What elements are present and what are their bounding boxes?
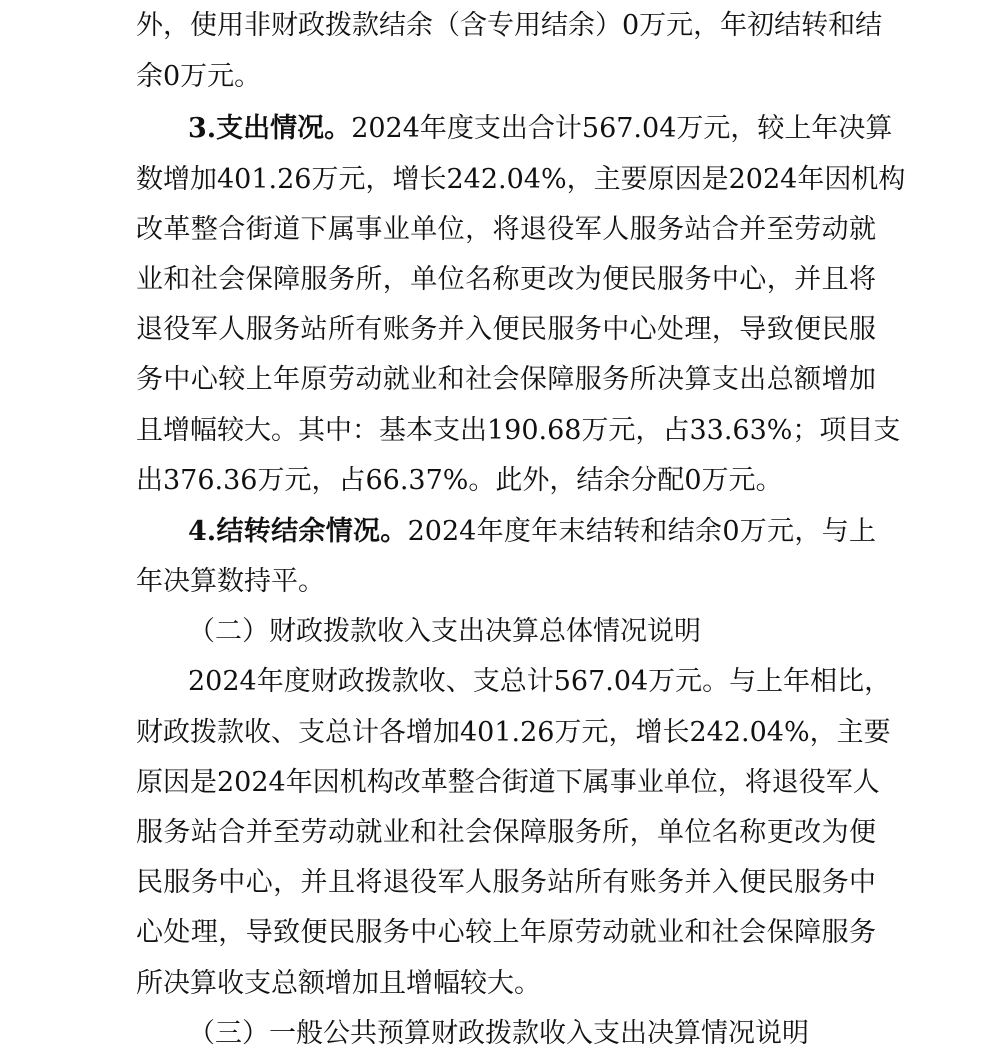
paragraph-line <box>136 162 906 198</box>
line-text: 数增加401.26万元，增长242.04%，主要原因是2024年因机构 <box>136 164 906 195</box>
paragraph-line <box>136 865 876 901</box>
line-text: 改革整合街道下属事业单位，将退役军人服务站合并至劳动就 <box>136 214 876 245</box>
line-text: 财政拨款收、支总计各增加401.26万元，增长242.04%，主要 <box>136 717 891 748</box>
paragraph-line <box>136 362 876 398</box>
paragraph-line <box>136 59 876 95</box>
paragraph-line <box>136 262 876 298</box>
paragraph-line <box>136 564 876 600</box>
section-heading-line <box>188 111 893 147</box>
line-text: 服务站合并至劳动就业和社会保障服务所，单位名称更改为便 <box>136 817 876 848</box>
section-heading: 4.结转结余情况。 <box>188 516 408 547</box>
paragraph-line <box>136 463 876 499</box>
line-text: 2024年度支出合计567.04万元，较上年决算 <box>351 113 893 144</box>
line-text: （三）一般公共预算财政拨款收入支出决算情况说明 <box>188 1018 809 1049</box>
line-text: 出376.36万元，占66.37%。此外，结余分配0万元。 <box>136 465 783 496</box>
paragraph-line <box>136 212 876 248</box>
line-text: 年决算数持平。 <box>136 566 325 597</box>
line-text: 余0万元。 <box>136 61 262 92</box>
line-text: 所决算收支总额增加且增幅较大。 <box>136 968 541 999</box>
paragraph-line <box>136 915 876 951</box>
line-text: 心处理，导致便民服务中心较上年原劳动就业和社会保障服务 <box>136 917 876 948</box>
line-text: 业和社会保障服务所，单位名称更改为便民服务中心，并且将 <box>136 264 876 295</box>
paragraph-line <box>136 312 876 348</box>
line-text: 2024年度年末结转和结余0万元，与上 <box>407 516 877 547</box>
paragraph-line <box>188 664 892 700</box>
paragraph-line <box>136 815 876 851</box>
paragraph-line <box>136 413 901 449</box>
subsection-heading <box>188 1016 876 1052</box>
section-heading-line <box>188 514 876 550</box>
subsection-heading <box>188 614 876 650</box>
line-text: 民服务中心，并且将退役军人服务站所有账务并入便民服务中 <box>136 867 876 898</box>
line-text: 原因是2024年因机构改革整合街道下属事业单位，将退役军人 <box>136 767 880 798</box>
paragraph-line <box>136 8 883 44</box>
paragraph-line <box>136 765 880 801</box>
section-heading: 3.支出情况。 <box>188 113 352 144</box>
line-text: 2024年度财政拨款收、支总计567.04万元。与上年相比， <box>188 666 892 697</box>
line-text: 务中心较上年原劳动就业和社会保障服务所决算支出总额增加 <box>136 364 876 395</box>
line-text: 且增幅较大。其中：基本支出190.68万元，占33.63%；项目支 <box>136 415 901 446</box>
line-text: （二）财政拨款收入支出决算总体情况说明 <box>188 616 701 647</box>
line-text: 退役军人服务站所有账务并入便民服务中心处理，导致便民服 <box>136 314 876 345</box>
line-text: 外，使用非财政拨款结余（含专用结余）0万元，年初结转和结 <box>136 10 883 41</box>
paragraph-line <box>136 966 876 1002</box>
paragraph-line <box>136 715 891 751</box>
